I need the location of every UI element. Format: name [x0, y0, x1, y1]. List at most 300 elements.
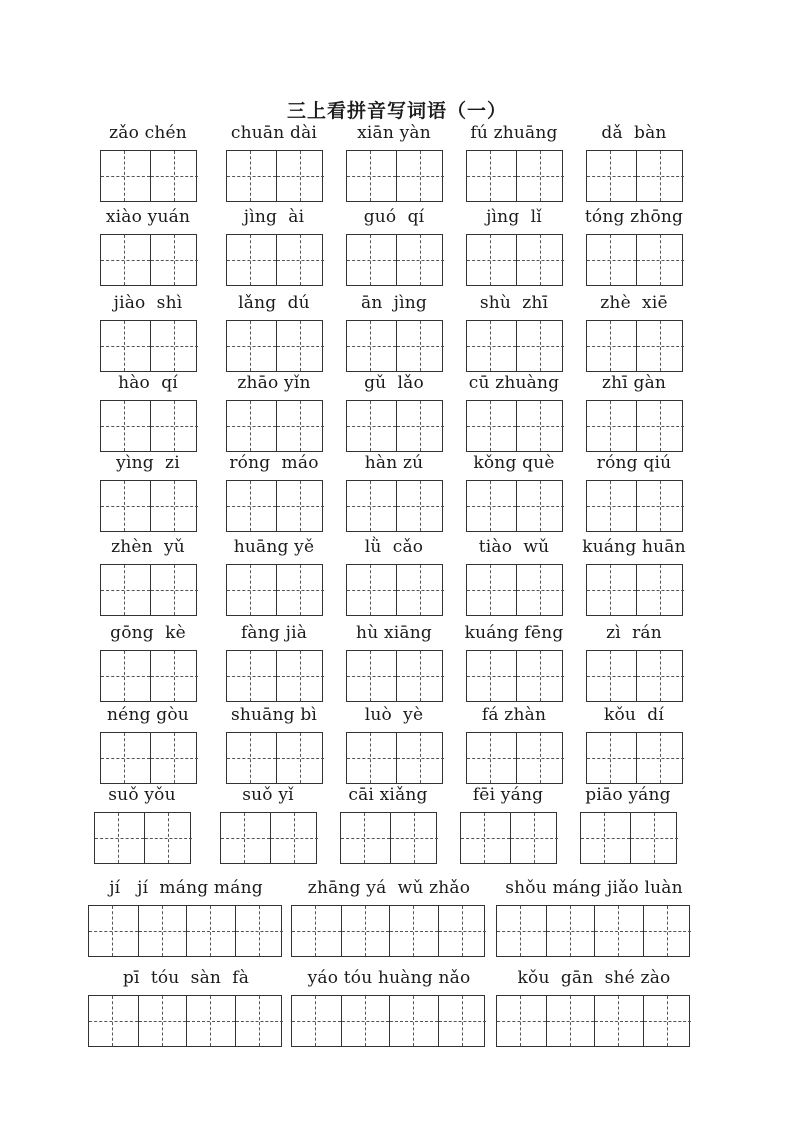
writing-cell[interactable]: [227, 401, 276, 451]
writing-grid[interactable]: [580, 812, 677, 864]
writing-cell[interactable]: [587, 401, 636, 451]
writing-cell[interactable]: [347, 481, 396, 531]
writing-cell[interactable]: [636, 651, 685, 701]
cell-guide-line: [397, 590, 445, 591]
writing-cell[interactable]: [516, 565, 565, 615]
cell-guide-line: [227, 506, 276, 507]
cell-guide-line: [397, 676, 445, 677]
writing-cell[interactable]: [636, 151, 685, 201]
writing-cell[interactable]: [227, 321, 276, 371]
writing-grid[interactable]: [346, 320, 443, 372]
writing-cell[interactable]: [581, 813, 630, 863]
writing-grid[interactable]: [346, 150, 443, 202]
writing-cell[interactable]: [341, 996, 390, 1046]
cell-guide-line: [390, 931, 438, 932]
writing-cell[interactable]: [89, 906, 138, 956]
writing-cell[interactable]: [150, 651, 199, 701]
writing-cell[interactable]: [292, 906, 341, 956]
writing-grid[interactable]: [291, 995, 485, 1047]
writing-cell[interactable]: [396, 733, 445, 783]
writing-grid[interactable]: [226, 320, 323, 372]
writing-cell[interactable]: [270, 813, 319, 863]
writing-cell[interactable]: [347, 733, 396, 783]
writing-cell[interactable]: [516, 401, 565, 451]
pinyin-label: hàn zú: [364, 453, 424, 473]
writing-grid[interactable]: [100, 234, 197, 286]
pinyin-label: chuān dài: [230, 123, 318, 143]
writing-cell[interactable]: [636, 235, 685, 285]
cell-guide-line: [587, 346, 636, 347]
writing-cell[interactable]: [227, 651, 276, 701]
cell-guide-line: [347, 176, 396, 177]
cell-guide-line: [271, 838, 319, 839]
cell-guide-line: [637, 426, 685, 427]
pinyin-label: kǒng què: [473, 453, 555, 473]
cell-guide-line: [637, 676, 685, 677]
writing-grid[interactable]: [291, 905, 485, 957]
writing-cell[interactable]: [341, 813, 390, 863]
cell-guide-line: [517, 758, 565, 759]
writing-grid[interactable]: [88, 905, 282, 957]
cell-guide-line: [89, 931, 138, 932]
cell-guide-line: [101, 590, 150, 591]
writing-cell[interactable]: [587, 321, 636, 371]
writing-cell[interactable]: [276, 401, 325, 451]
pinyin-label: gōng kè: [110, 623, 186, 643]
writing-cell[interactable]: [227, 151, 276, 201]
writing-cell[interactable]: [150, 481, 199, 531]
writing-cell[interactable]: [467, 651, 516, 701]
writing-grid[interactable]: [226, 234, 323, 286]
writing-cell[interactable]: [150, 565, 199, 615]
pinyin-label: suǒ yǐ: [242, 785, 294, 805]
writing-grid[interactable]: [88, 995, 282, 1047]
writing-cell[interactable]: [510, 813, 559, 863]
writing-grid[interactable]: [466, 564, 563, 616]
writing-grid[interactable]: [226, 650, 323, 702]
writing-grid[interactable]: [346, 400, 443, 452]
writing-grid[interactable]: [100, 564, 197, 616]
page-title: 三上看拼音写词语（一）: [286, 100, 507, 122]
writing-cell[interactable]: [396, 651, 445, 701]
cell-guide-line: [151, 758, 199, 759]
cell-guide-line: [292, 931, 341, 932]
pinyin-label: kuáng huān: [582, 537, 686, 557]
cell-guide-line: [644, 931, 692, 932]
writing-cell[interactable]: [587, 151, 636, 201]
pinyin-label: róng máo: [229, 453, 319, 473]
writing-cell[interactable]: [467, 235, 516, 285]
writing-cell[interactable]: [636, 321, 685, 371]
writing-cell[interactable]: [276, 481, 325, 531]
writing-cell[interactable]: [186, 996, 235, 1046]
pinyin-label: hào qí: [118, 373, 178, 393]
writing-cell[interactable]: [101, 565, 150, 615]
cell-guide-line: [187, 1021, 235, 1022]
cell-guide-line: [397, 260, 445, 261]
cell-guide-line: [101, 676, 150, 677]
writing-grid[interactable]: [226, 400, 323, 452]
cell-guide-line: [637, 758, 685, 759]
writing-cell[interactable]: [292, 996, 341, 1046]
writing-cell[interactable]: [276, 321, 325, 371]
cell-guide-line: [151, 260, 199, 261]
pinyin-label: ān jìng: [360, 293, 428, 313]
cell-guide-line: [517, 176, 565, 177]
writing-grid[interactable]: [586, 564, 683, 616]
cell-guide-line: [341, 838, 390, 839]
writing-cell[interactable]: [95, 813, 144, 863]
writing-cell[interactable]: [467, 565, 516, 615]
writing-cell[interactable]: [101, 651, 150, 701]
cell-guide-line: [467, 758, 516, 759]
pinyin-label: kuáng fēng: [464, 623, 564, 643]
writing-grid[interactable]: [346, 480, 443, 532]
writing-cell[interactable]: [235, 996, 284, 1046]
cell-guide-line: [347, 590, 396, 591]
writing-grid[interactable]: [586, 650, 683, 702]
writing-cell[interactable]: [636, 565, 685, 615]
writing-cell[interactable]: [643, 996, 692, 1046]
writing-grid[interactable]: [226, 564, 323, 616]
cell-guide-line: [390, 1021, 438, 1022]
pinyin-label: pī tóu sàn fà: [122, 968, 250, 988]
cell-guide-line: [277, 590, 325, 591]
pinyin-label: suǒ yǒu: [108, 785, 176, 805]
cell-guide-line: [587, 758, 636, 759]
writing-cell[interactable]: [390, 813, 439, 863]
writing-cell[interactable]: [497, 906, 546, 956]
cell-guide-line: [595, 931, 643, 932]
cell-guide-line: [467, 506, 516, 507]
cell-guide-line: [347, 758, 396, 759]
writing-cell[interactable]: [276, 151, 325, 201]
pinyin-label: jiào shì: [113, 293, 183, 313]
writing-cell[interactable]: [150, 401, 199, 451]
writing-grid[interactable]: [346, 564, 443, 616]
pinyin-label: fēi yáng: [472, 785, 544, 805]
writing-cell[interactable]: [150, 151, 199, 201]
cell-guide-line: [227, 346, 276, 347]
cell-guide-line: [637, 590, 685, 591]
writing-cell[interactable]: [438, 996, 487, 1046]
writing-cell[interactable]: [150, 733, 199, 783]
writing-cell[interactable]: [347, 565, 396, 615]
writing-cell[interactable]: [546, 906, 595, 956]
writing-grid[interactable]: [100, 480, 197, 532]
writing-grid[interactable]: [346, 732, 443, 784]
cell-guide-line: [227, 676, 276, 677]
pinyin-label: zhāo yǐn: [237, 373, 311, 393]
cell-guide-line: [497, 1021, 546, 1022]
writing-cell[interactable]: [467, 481, 516, 531]
cell-guide-line: [347, 260, 396, 261]
writing-grid[interactable]: [586, 150, 683, 202]
pinyin-label: jìng ài: [243, 207, 305, 227]
cell-guide-line: [227, 758, 276, 759]
writing-grid[interactable]: [346, 650, 443, 702]
cell-guide-line: [397, 176, 445, 177]
cell-guide-line: [467, 676, 516, 677]
writing-cell[interactable]: [276, 733, 325, 783]
writing-cell[interactable]: [235, 906, 284, 956]
writing-cell[interactable]: [636, 733, 685, 783]
cell-guide-line: [95, 838, 144, 839]
writing-grid[interactable]: [466, 150, 563, 202]
cell-guide-line: [151, 176, 199, 177]
cell-guide-line: [587, 676, 636, 677]
pinyin-label: kǒu gān shé zào: [517, 968, 671, 988]
writing-grid[interactable]: [100, 650, 197, 702]
writing-cell[interactable]: [396, 565, 445, 615]
cell-guide-line: [277, 506, 325, 507]
pinyin-label: shǒu máng jiǎo luàn: [505, 878, 683, 898]
cell-guide-line: [139, 1021, 187, 1022]
cell-guide-line: [227, 260, 276, 261]
writing-cell[interactable]: [594, 996, 643, 1046]
cell-guide-line: [397, 346, 445, 347]
cell-guide-line: [517, 506, 565, 507]
pinyin-label: dǎ bàn: [601, 123, 667, 143]
cell-guide-line: [517, 346, 565, 347]
writing-cell[interactable]: [594, 906, 643, 956]
pinyin-label: xiào yuán: [105, 207, 191, 227]
writing-cell[interactable]: [138, 906, 187, 956]
writing-cell[interactable]: [396, 235, 445, 285]
writing-cell[interactable]: [227, 235, 276, 285]
cell-guide-line: [517, 676, 565, 677]
cell-guide-line: [151, 590, 199, 591]
writing-grid[interactable]: [100, 150, 197, 202]
writing-cell[interactable]: [101, 321, 150, 371]
cell-guide-line: [347, 426, 396, 427]
cell-guide-line: [439, 1021, 487, 1022]
writing-cell[interactable]: [516, 481, 565, 531]
cell-guide-line: [101, 758, 150, 759]
cell-guide-line: [631, 838, 679, 839]
pinyin-label: shuāng bì: [230, 705, 318, 725]
cell-guide-line: [101, 260, 150, 261]
pinyin-label: guó qí: [363, 207, 425, 227]
writing-cell[interactable]: [389, 906, 438, 956]
cell-guide-line: [101, 426, 150, 427]
pinyin-label: tóng zhōng: [584, 207, 684, 227]
writing-grid[interactable]: [220, 812, 317, 864]
writing-grid[interactable]: [94, 812, 191, 864]
writing-cell[interactable]: [221, 813, 270, 863]
pinyin-label: fá zhàn: [481, 705, 547, 725]
writing-cell[interactable]: [643, 906, 692, 956]
cell-guide-line: [587, 506, 636, 507]
cell-guide-line: [101, 346, 150, 347]
cell-guide-line: [637, 176, 685, 177]
cell-guide-line: [587, 260, 636, 261]
writing-cell[interactable]: [516, 733, 565, 783]
writing-cell[interactable]: [347, 651, 396, 701]
pinyin-label: fú zhuāng: [470, 123, 558, 143]
writing-cell[interactable]: [101, 481, 150, 531]
cell-guide-line: [221, 838, 270, 839]
writing-cell[interactable]: [150, 321, 199, 371]
writing-cell[interactable]: [347, 321, 396, 371]
writing-grid[interactable]: [586, 732, 683, 784]
writing-cell[interactable]: [227, 481, 276, 531]
writing-cell[interactable]: [396, 481, 445, 531]
cell-guide-line: [227, 426, 276, 427]
pinyin-label: róng qiú: [596, 453, 672, 473]
writing-cell[interactable]: [516, 235, 565, 285]
cell-guide-line: [587, 590, 636, 591]
writing-cell[interactable]: [497, 996, 546, 1046]
writing-cell[interactable]: [347, 235, 396, 285]
writing-cell[interactable]: [150, 235, 199, 285]
writing-cell[interactable]: [396, 151, 445, 201]
writing-cell[interactable]: [467, 321, 516, 371]
cell-guide-line: [347, 346, 396, 347]
writing-cell[interactable]: [144, 813, 193, 863]
pinyin-label: kǒu dí: [603, 705, 664, 725]
writing-grid[interactable]: [586, 400, 683, 452]
cell-guide-line: [139, 931, 187, 932]
writing-cell[interactable]: [467, 733, 516, 783]
writing-cell[interactable]: [438, 906, 487, 956]
writing-grid[interactable]: [496, 995, 690, 1047]
writing-cell[interactable]: [276, 651, 325, 701]
writing-grid[interactable]: [100, 732, 197, 784]
cell-guide-line: [397, 426, 445, 427]
cell-guide-line: [644, 1021, 692, 1022]
pinyin-label: néng gòu: [107, 705, 189, 725]
writing-grid[interactable]: [340, 812, 437, 864]
writing-grid[interactable]: [226, 480, 323, 532]
writing-grid[interactable]: [466, 480, 563, 532]
writing-grid[interactable]: [226, 150, 323, 202]
cell-guide-line: [517, 426, 565, 427]
writing-cell[interactable]: [101, 733, 150, 783]
writing-cell[interactable]: [461, 813, 510, 863]
cell-guide-line: [227, 590, 276, 591]
pinyin-label: jìng lǐ: [486, 207, 542, 227]
writing-grid[interactable]: [100, 400, 197, 452]
writing-cell[interactable]: [630, 813, 679, 863]
cell-guide-line: [467, 176, 516, 177]
cell-guide-line: [342, 1021, 390, 1022]
writing-grid[interactable]: [460, 812, 557, 864]
writing-cell[interactable]: [587, 651, 636, 701]
pinyin-label: zhī gàn: [601, 373, 667, 393]
writing-cell[interactable]: [636, 481, 685, 531]
cell-guide-line: [467, 426, 516, 427]
cell-guide-line: [511, 838, 559, 839]
writing-grid[interactable]: [466, 400, 563, 452]
pinyin-label: fàng jià: [240, 623, 308, 643]
writing-cell[interactable]: [467, 151, 516, 201]
writing-cell[interactable]: [516, 651, 565, 701]
cell-guide-line: [637, 260, 685, 261]
cell-guide-line: [439, 931, 487, 932]
writing-grid[interactable]: [466, 320, 563, 372]
writing-cell[interactable]: [186, 906, 235, 956]
cell-guide-line: [391, 838, 439, 839]
writing-grid[interactable]: [226, 732, 323, 784]
writing-cell[interactable]: [276, 235, 325, 285]
writing-cell[interactable]: [389, 996, 438, 1046]
cell-guide-line: [637, 346, 685, 347]
cell-guide-line: [277, 176, 325, 177]
writing-cell[interactable]: [101, 151, 150, 201]
writing-grid[interactable]: [466, 732, 563, 784]
writing-grid[interactable]: [466, 234, 563, 286]
writing-cell[interactable]: [347, 151, 396, 201]
writing-cell[interactable]: [227, 733, 276, 783]
cell-guide-line: [517, 590, 565, 591]
cell-guide-line: [236, 1021, 284, 1022]
cell-guide-line: [292, 1021, 341, 1022]
writing-cell[interactable]: [587, 481, 636, 531]
cell-guide-line: [89, 1021, 138, 1022]
writing-cell[interactable]: [341, 906, 390, 956]
pinyin-label: shù zhī: [479, 293, 549, 313]
cell-guide-line: [587, 426, 636, 427]
writing-cell[interactable]: [276, 565, 325, 615]
cell-guide-line: [467, 590, 516, 591]
pinyin-label: piāo yáng: [585, 785, 671, 805]
writing-grid[interactable]: [100, 320, 197, 372]
pinyin-label: hù xiāng: [356, 623, 432, 643]
cell-guide-line: [277, 426, 325, 427]
writing-cell[interactable]: [227, 565, 276, 615]
pinyin-label: jí jí máng máng: [109, 878, 263, 898]
cell-guide-line: [467, 260, 516, 261]
writing-grid[interactable]: [586, 480, 683, 532]
writing-cell[interactable]: [101, 235, 150, 285]
writing-cell[interactable]: [396, 401, 445, 451]
cell-guide-line: [277, 346, 325, 347]
writing-cell[interactable]: [89, 996, 138, 1046]
writing-grid[interactable]: [346, 234, 443, 286]
writing-cell[interactable]: [347, 401, 396, 451]
cell-guide-line: [227, 176, 276, 177]
writing-grid[interactable]: [586, 234, 683, 286]
writing-grid[interactable]: [586, 320, 683, 372]
writing-cell[interactable]: [516, 321, 565, 371]
pinyin-label: cū zhuàng: [468, 373, 560, 393]
writing-cell[interactable]: [396, 321, 445, 371]
pinyin-label: zhāng yá wǔ zhǎo: [307, 878, 471, 898]
writing-cell[interactable]: [138, 996, 187, 1046]
writing-cell[interactable]: [636, 401, 685, 451]
cell-guide-line: [277, 260, 325, 261]
writing-grid[interactable]: [496, 905, 690, 957]
pinyin-label: zǎo chén: [109, 123, 187, 143]
writing-cell[interactable]: [101, 401, 150, 451]
writing-grid[interactable]: [466, 650, 563, 702]
cell-guide-line: [397, 758, 445, 759]
writing-cell[interactable]: [467, 401, 516, 451]
cell-guide-line: [151, 506, 199, 507]
writing-cell[interactable]: [587, 733, 636, 783]
pinyin-label: luò yè: [364, 705, 424, 725]
pinyin-label: yìng zi: [116, 453, 180, 473]
writing-cell[interactable]: [587, 565, 636, 615]
writing-cell[interactable]: [587, 235, 636, 285]
writing-cell[interactable]: [516, 151, 565, 201]
cell-guide-line: [547, 1021, 595, 1022]
pinyin-label: zhèn yǔ: [111, 537, 185, 557]
cell-guide-line: [637, 506, 685, 507]
cell-guide-line: [467, 346, 516, 347]
writing-cell[interactable]: [546, 996, 595, 1046]
